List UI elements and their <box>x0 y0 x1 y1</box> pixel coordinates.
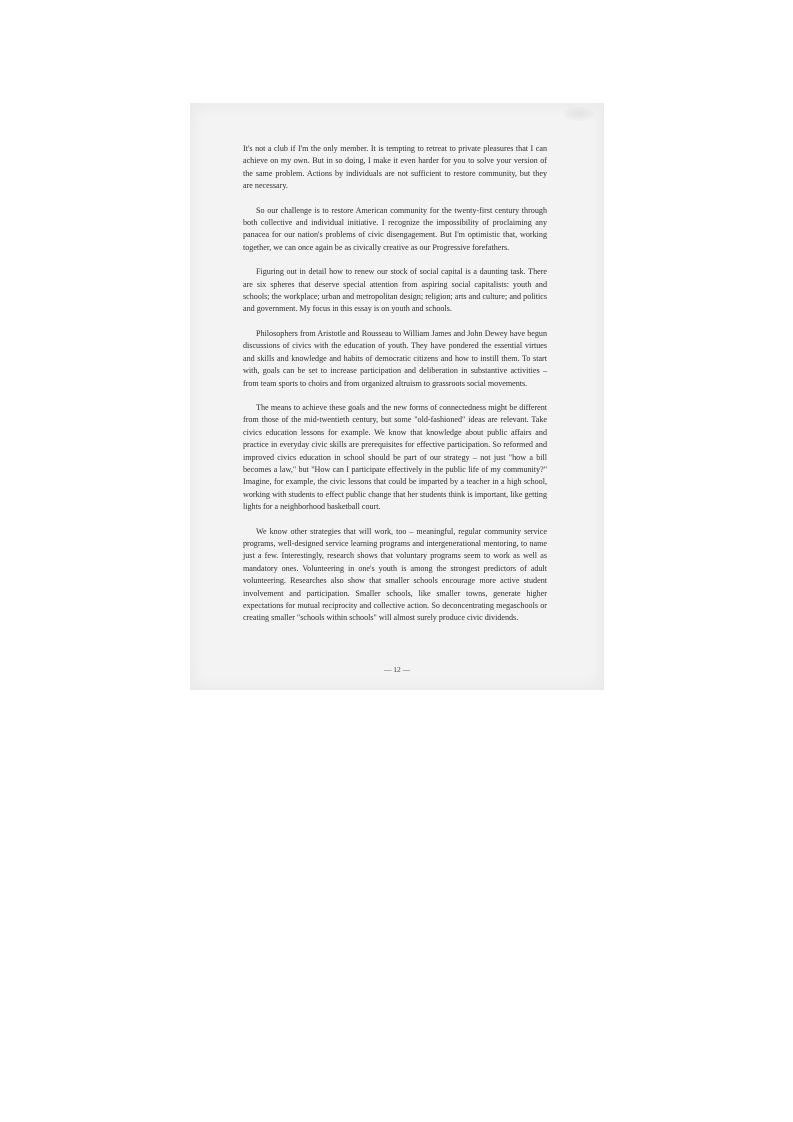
paragraph-2: So our challenge is to restore American community for the twenty-first century through both collective and individual initiative. I recognize the impossibility of proclaiming any panacea for our nation's problems of civic disengagement. But I'm optimistic that, working together, we can once again be as civically creative as our Progressive forefathers. <box>243 205 547 252</box>
paragraph-4: Philosophers from Aristotle and Rousseau to William James and John Dewey have begun discussions of civics with the education of youth. They have pondered the essential virtues and skills and knowledge and habits of democratic citizens and how to instill them. To start with, goals can be set to increase participation and deliberation in substantive activities – from team sports to choirs and from organized altruism to grassroots social movements. <box>243 328 547 388</box>
scanned-page <box>190 103 604 690</box>
paragraph-1: It's not a club if I'm the only member. It is tempting to retreat to private pleasures that I can achieve on my own. But in so doing, I make it even harder for you to solve your version of the same problem. Actions by individuals are not sufficient to restore community, but they are necessary. <box>243 144 547 191</box>
paragraph-6: We know other strategies that will work, too – meaningful, regular community service programs, well-designed service learning programs and intergenerational mentoring, to name just a few. Interestingly, research shows that voluntary programs seem to work as well as mandatory ones. Volunteering in one's youth is among the strongest predictors of adult volunteering. Researches also show that smaller schools encourage more active student involvement and participation. Smaller schools, like smaller towns, generate higher expectations for mutual reciprocity and collective action. So deconcentrating megaschools or creating smaller "schools within schools" will almost surely produce civic dividends. <box>243 526 547 623</box>
scan-smudge <box>564 107 594 121</box>
paragraph-3: Figuring out in detail how to renew our stock of social capital is a daunting task. There are six spheres that deserve special attention from aspiring social capitalists: youth and schools; the workplace; urban and metropolitan design; religion; arts and culture; and politics and government. My focus in this essay is on youth and schools. <box>243 267 547 314</box>
essay-body <box>243 143 547 637</box>
paragraph-5: The means to achieve these goals and the new forms of connectedness might be different from those of the mid-twentieth century, but some "old-fashioned" ideas are relevant. Take civics education lessons for example. We know that knowledge about public affairs and practice in everyday civic skills are prerequisites for effective participation. So reformed and improved civics education in school should be part of our strategy – not just "how a bill becomes a law," but "How can I participate effectively in the public life of my community?" Imagine, for example, the civic lessons that could be imparted by a teacher in a high school, working with students to effect public change that her students think is important, like getting lights for a neighborhood basketball court. <box>243 402 547 512</box>
page-number: — 12 — <box>383 665 411 674</box>
